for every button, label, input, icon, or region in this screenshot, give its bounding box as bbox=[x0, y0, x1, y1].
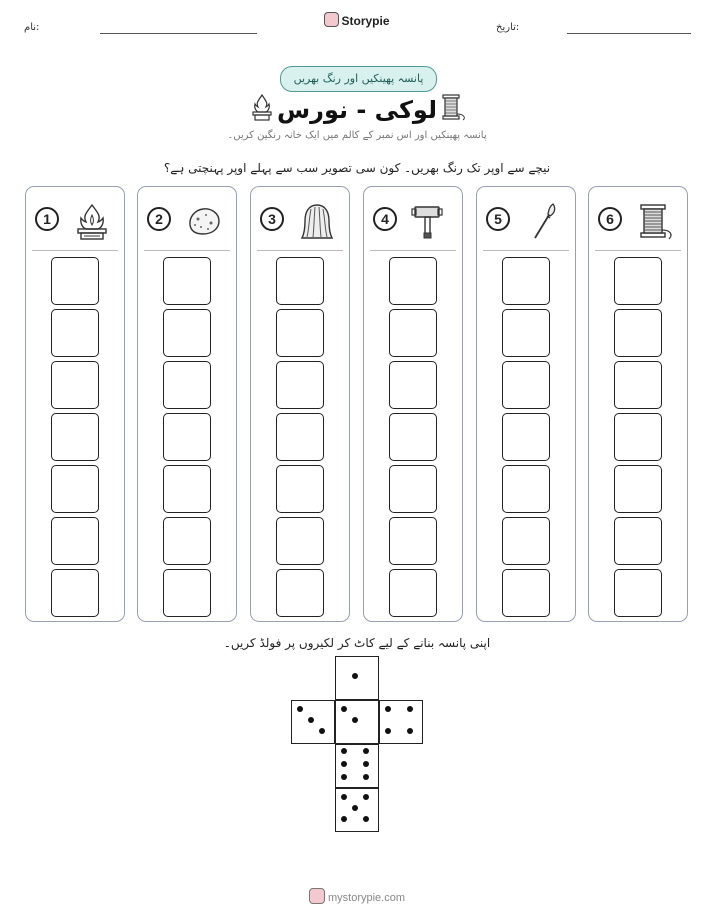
color-box[interactable] bbox=[614, 517, 662, 565]
column-divider bbox=[595, 250, 681, 251]
color-box[interactable] bbox=[614, 361, 662, 409]
subtitle: پانسہ پھینکیں اور اس نمبر کے کالم میں ایک خانہ رنگین کریں۔ bbox=[227, 130, 487, 141]
color-box[interactable] bbox=[502, 413, 550, 461]
die-pip bbox=[363, 794, 369, 800]
die-pip bbox=[407, 728, 413, 734]
color-box[interactable] bbox=[51, 257, 99, 305]
die-pip bbox=[352, 805, 358, 811]
column-divider bbox=[144, 250, 230, 251]
instructions: نیچے سے اوپر تک رنگ بھریں۔ کون سی تصویر سب سے پہلے اوپر پہنچتی ہے؟ bbox=[163, 161, 551, 175]
die-face bbox=[335, 788, 379, 832]
thread-spool-icon bbox=[635, 201, 675, 241]
color-box[interactable] bbox=[614, 465, 662, 513]
die-pip bbox=[297, 706, 303, 712]
die-pip bbox=[352, 717, 358, 723]
color-box[interactable] bbox=[614, 257, 662, 305]
die-face bbox=[379, 700, 423, 744]
color-box[interactable] bbox=[163, 569, 211, 617]
thread-spool-icon bbox=[438, 92, 468, 122]
color-box[interactable] bbox=[163, 517, 211, 565]
color-box[interactable] bbox=[389, 309, 437, 357]
brand-name: Storypie bbox=[341, 14, 390, 28]
color-box[interactable] bbox=[502, 361, 550, 409]
hammer-icon bbox=[410, 201, 450, 241]
color-box[interactable] bbox=[276, 517, 324, 565]
column-5 bbox=[476, 186, 576, 622]
column-divider bbox=[257, 250, 343, 251]
brand-logo bbox=[0, 12, 714, 28]
fold-instructions: اپنی پانسہ بنانے کے لیے کاٹ کر لکیروں پر فولڈ کریں۔ bbox=[223, 636, 491, 650]
footer-url: mystorypie.com bbox=[327, 892, 406, 904]
hair-icon bbox=[297, 201, 337, 241]
color-box[interactable] bbox=[502, 569, 550, 617]
name-line bbox=[100, 33, 257, 34]
color-box[interactable] bbox=[51, 569, 99, 617]
date-line bbox=[567, 33, 691, 34]
date-label: تاریخ: bbox=[496, 22, 520, 33]
die-pip bbox=[385, 706, 391, 712]
footer bbox=[0, 888, 714, 904]
color-box[interactable] bbox=[614, 413, 662, 461]
column-3 bbox=[250, 186, 350, 622]
storypie-logo-icon bbox=[324, 12, 339, 27]
color-box[interactable] bbox=[502, 309, 550, 357]
die-pip bbox=[385, 728, 391, 734]
color-box[interactable] bbox=[389, 413, 437, 461]
column-divider bbox=[483, 250, 569, 251]
color-box[interactable] bbox=[276, 413, 324, 461]
color-box[interactable] bbox=[51, 361, 99, 409]
color-box[interactable] bbox=[163, 257, 211, 305]
color-box[interactable] bbox=[389, 257, 437, 305]
color-box[interactable] bbox=[276, 569, 324, 617]
storypie-footer-icon bbox=[309, 888, 325, 904]
column-number: 1 bbox=[35, 207, 59, 231]
color-box[interactable] bbox=[163, 309, 211, 357]
color-box[interactable] bbox=[163, 361, 211, 409]
die-pip bbox=[341, 748, 347, 754]
name-label: نام: bbox=[24, 22, 40, 33]
color-box[interactable] bbox=[276, 309, 324, 357]
color-box[interactable] bbox=[389, 465, 437, 513]
column-number: 5 bbox=[486, 207, 510, 231]
die-face bbox=[335, 700, 379, 744]
color-box[interactable] bbox=[614, 569, 662, 617]
column-2 bbox=[137, 186, 237, 622]
die-pip bbox=[363, 748, 369, 754]
die-pip bbox=[341, 761, 347, 767]
die-pip bbox=[363, 774, 369, 780]
color-box[interactable] bbox=[614, 309, 662, 357]
color-box[interactable] bbox=[502, 465, 550, 513]
rock-icon bbox=[184, 201, 224, 241]
column-1 bbox=[25, 186, 125, 622]
fire-brazier-icon bbox=[72, 201, 112, 241]
color-box[interactable] bbox=[51, 309, 99, 357]
die-pip bbox=[341, 794, 347, 800]
die-pip bbox=[319, 728, 325, 734]
die-pip bbox=[363, 761, 369, 767]
column-divider bbox=[32, 250, 118, 251]
die-face bbox=[291, 700, 335, 744]
color-box[interactable] bbox=[276, 257, 324, 305]
column-number: 6 bbox=[598, 207, 622, 231]
die-pip bbox=[308, 717, 314, 723]
color-box[interactable] bbox=[163, 465, 211, 513]
color-box[interactable] bbox=[389, 569, 437, 617]
activity-badge: پانسہ پھینکیں اور رنگ بھریں bbox=[280, 66, 437, 92]
column-6 bbox=[588, 186, 688, 622]
color-box[interactable] bbox=[163, 413, 211, 461]
color-box[interactable] bbox=[389, 517, 437, 565]
column-4 bbox=[363, 186, 463, 622]
color-box[interactable] bbox=[51, 413, 99, 461]
page-title: لوکی - نورس bbox=[277, 96, 437, 124]
column-number: 2 bbox=[147, 207, 171, 231]
die-face bbox=[335, 744, 379, 788]
color-box[interactable] bbox=[502, 257, 550, 305]
spear-icon bbox=[523, 201, 563, 241]
die-pip bbox=[407, 706, 413, 712]
color-box[interactable] bbox=[51, 517, 99, 565]
color-box[interactable] bbox=[389, 361, 437, 409]
die-pip bbox=[363, 816, 369, 822]
die-pip bbox=[341, 816, 347, 822]
die-pip bbox=[352, 673, 358, 679]
die-pip bbox=[341, 706, 347, 712]
column-number: 3 bbox=[260, 207, 284, 231]
column-divider bbox=[370, 250, 456, 251]
color-box[interactable] bbox=[276, 361, 324, 409]
color-box[interactable] bbox=[502, 517, 550, 565]
column-number: 4 bbox=[373, 207, 397, 231]
die-pip bbox=[341, 774, 347, 780]
color-box[interactable] bbox=[276, 465, 324, 513]
die-face bbox=[335, 656, 379, 700]
color-box[interactable] bbox=[51, 465, 99, 513]
